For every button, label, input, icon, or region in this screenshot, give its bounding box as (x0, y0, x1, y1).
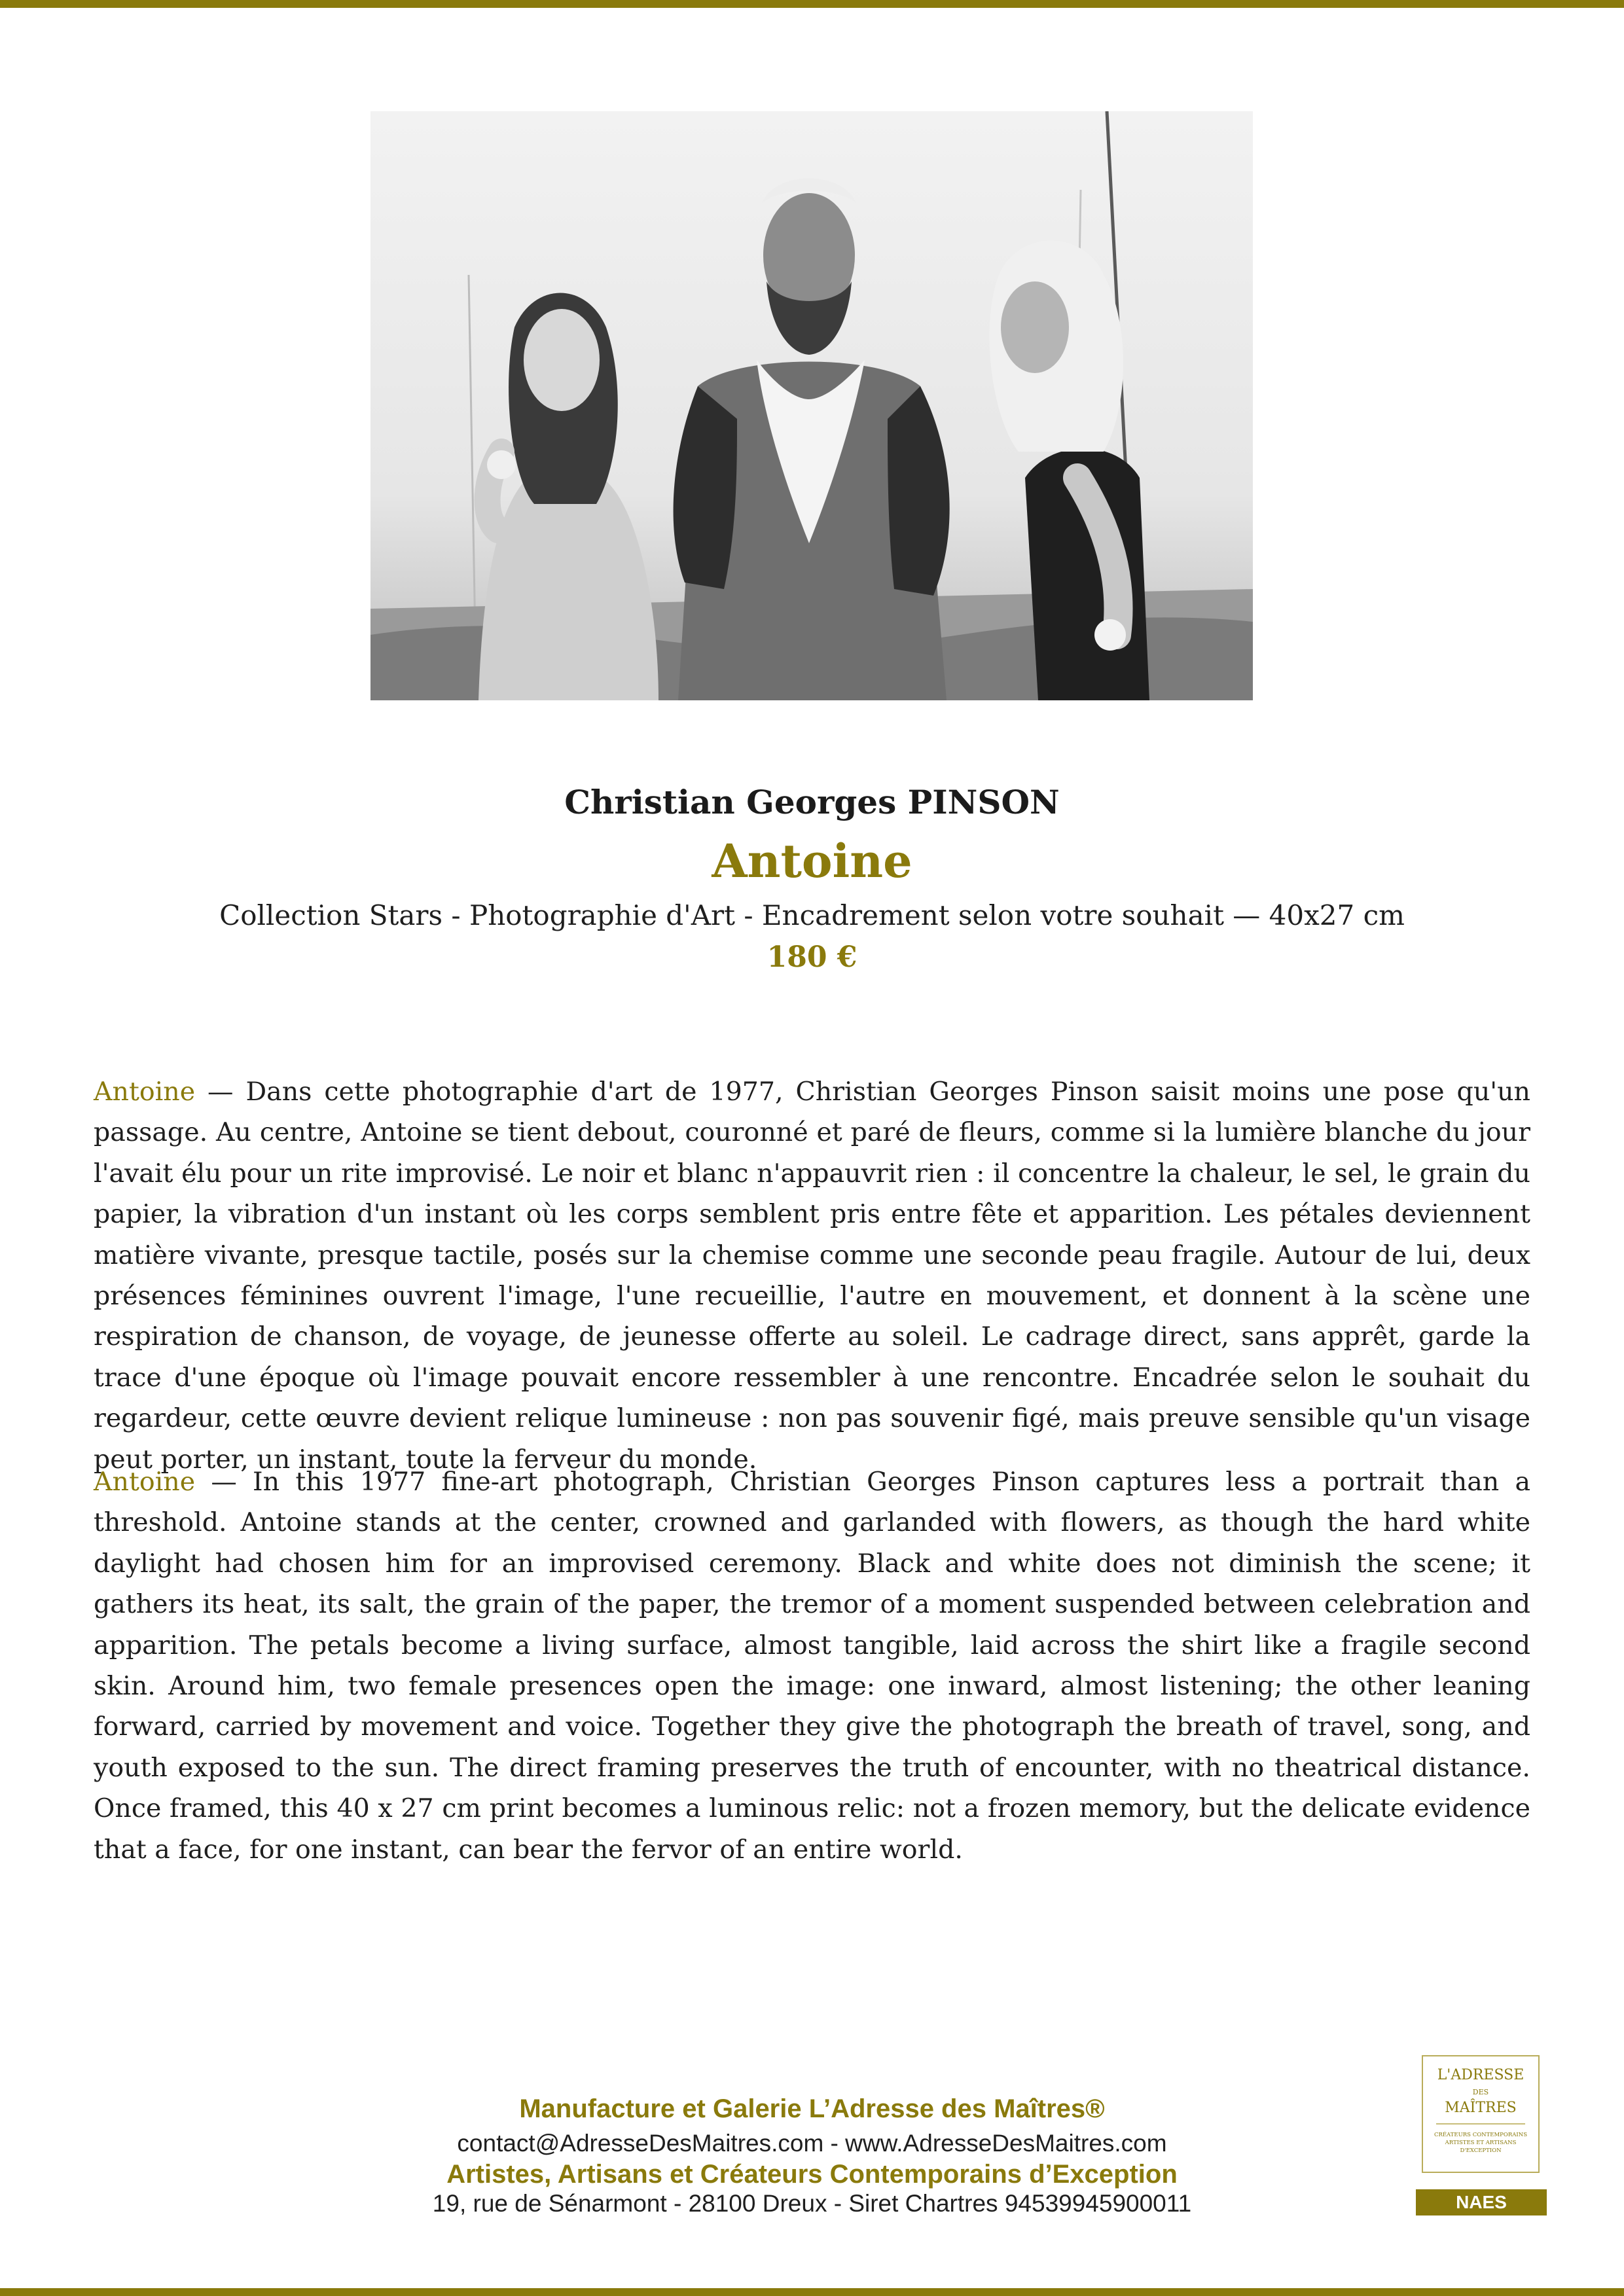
footer-address: 19, rue de Sénarmont - 28100 Dreux - Siret Chartres 94539945900011 (432, 2190, 1192, 2217)
photo-illustration (370, 111, 1253, 700)
artwork-subtitle: Collection Stars - Photographie d'Art - Encadrement selon votre souhait — 40x27 cm (219, 899, 1405, 931)
logo-line-1: L'ADRESSE (1437, 2067, 1525, 2083)
logo-divider (1436, 2123, 1525, 2125)
artist-name: Christian Georges PINSON (564, 783, 1060, 821)
footer-gallery-name: Manufacture et Galerie L’Adresse des Maîtres® (519, 2094, 1105, 2123)
logo-line-4: CRÉATEURS CONTEMPORAINS ARTISTES ET ARTISANS D'EXCEPTION (1434, 2132, 1528, 2154)
description-english-text: — In this 1977 fine-art photograph, Christian Georges Pinson captures less a portrait than a threshold. Antoine stands at the center, crowned and garlanded with flowers, as though the hard white daylight had chosen him for an improvised ceremony. Black and white does not diminish the scene; it gathers its heat, its salt, the grain of the paper, the tremor of a moment suspended between celebration and apparition. The petals become a living surface, almost tangible, laid across the shirt like a fragile second skin. Around him, two female presences open the image: one inward, almost listening; the other leaning forward, carried by movement and voice. Together they give the photograph the breath of travel, song, and youth exposed to the sun. The direct framing preserves the truth of encounter, with no theatrical distance. Once framed, this 40 x 27 cm print becomes a luminous relic: not a frozen memory, but the delicate evidence that a face, for one instant, can bear the fervor of an entire world. (94, 1467, 1530, 1865)
bottom-rule (0, 2288, 1624, 2296)
description-french (94, 1071, 1530, 1480)
naes-badge: NAES (1416, 2189, 1547, 2215)
footer-tagline: Artistes, Artisans et Créateurs Contemporains d’Exception (446, 2160, 1178, 2189)
gallery-logo (1422, 2055, 1540, 2173)
logo-line-2: DES (1472, 2088, 1489, 2096)
description-english-lead: Antoine (94, 1467, 196, 1497)
top-rule (0, 0, 1624, 8)
footer-contact: contact@AdresseDesMaitres.com - www.AdresseDesMaitres.com (457, 2130, 1167, 2157)
artwork-photo (370, 111, 1253, 700)
logo-line-3: MAÎTRES (1445, 2100, 1517, 2116)
description-french-lead: Antoine (94, 1077, 196, 1107)
artwork-price: 180 € (767, 941, 857, 974)
artwork-title: Antoine (712, 834, 912, 888)
description-english (94, 1462, 1530, 1870)
description-french-text: — Dans cette photographie d'art de 1977, Christian Georges Pinson saisit moins une pose qu'un passage. Au centre, Antoine se tient debout, couronné et paré de fleurs, comme si la lumière blanche du jour l'avait élu pour un rite improvisé. Le noir et blanc n'appauvrit rien : il concentre la chaleur, le sel, le grain du papier, la vibration d'un instant où les corps semblent pris entre fête et apparition. Les pétales deviennent matière vivante, presque tactile, posés sur la chemise comme une seconde peau fragile. Autour de lui, deux présences féminines ouvrent l'image, l'une recueillie, l'autre en mouvement, et donnent à la scène une respiration de chanson, de voyage, de jeunesse offerte au soleil. Le cadrage direct, sans apprêt, garde la trace d'une époque où l'image pouvait encore ressembler à une rencontre. Encadrée selon le souhait du regardeur, cette œuvre devient relique lumineuse : non pas souvenir figé, mais preuve sensible qu'un visage peut porter, un instant, toute la ferveur du monde. (94, 1077, 1530, 1475)
